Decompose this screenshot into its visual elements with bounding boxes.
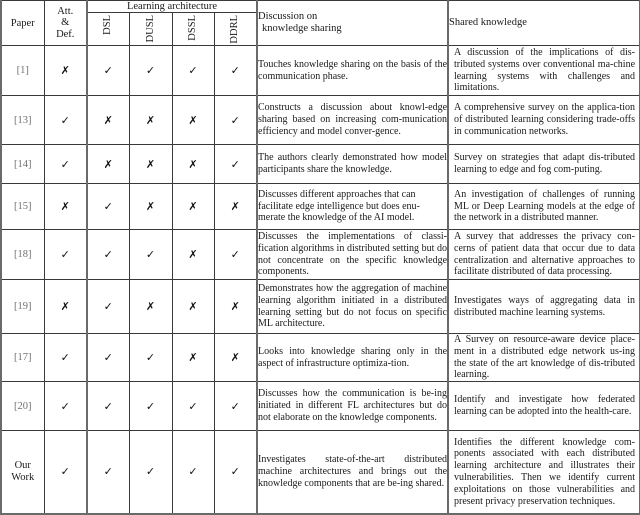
header-discussion [257,1,448,46]
dsl-mark: ✓ [87,431,129,514]
paper-ref: [1] [1,46,44,96]
ddrl-mark: ✗ [214,334,257,382]
dusl-mark: ✗ [129,280,172,334]
att-def-mark: ✓ [44,334,87,382]
table-row [1,184,640,230]
header-dsl-label: DSL [102,15,114,35]
dsl-mark: ✓ [87,46,129,96]
header-shared-knowledge [448,1,640,46]
dusl-mark: ✓ [129,431,172,514]
discussion-cell: The authors clearly demonstrated how model participants share the knowledge. [257,145,448,184]
dusl-mark: ✗ [129,96,172,145]
table-row [1,280,640,334]
dusl-mark: ✓ [129,382,172,431]
header-att-def [44,1,87,46]
header-dusl-label: DUSL [144,15,156,43]
att-def-mark: ✓ [44,230,87,280]
ddrl-mark: ✓ [214,382,257,431]
dusl-mark: ✓ [129,230,172,280]
paper-ref: [17] [1,334,44,382]
header-shared-knowledge-label: Shared knowledge [449,17,527,28]
discussion-cell: Touches knowledge sharing on the basis of the communication phase. [257,46,448,96]
dsl-mark: ✓ [87,334,129,382]
paper-ref: [13] [1,96,44,145]
att-def-mark: ✓ [44,145,87,184]
paper-ref: [20] [1,382,44,431]
att-def-mark: ✗ [44,184,87,230]
shared-knowledge-cell: Survey on strategies that adapt dis-tributed learning to edge and fog com-puting. [448,145,640,184]
ddrl-mark: ✓ [214,230,257,280]
header-ddrl [214,13,257,46]
ddrl-mark: ✓ [214,431,257,514]
header-dsl [87,13,129,46]
dusl-mark: ✗ [129,184,172,230]
header-dssl-label: DSSL [187,15,198,41]
header-paper [1,1,44,46]
dssl-mark: ✗ [172,280,214,334]
dssl-mark: ✗ [172,230,214,280]
table-row [1,230,640,280]
paper-ref: [18] [1,230,44,280]
shared-knowledge-cell: A comprehensive survey on the applica-tion of distributed learning considering trade-offs in communication networks. [448,96,640,145]
att-def-mark: ✓ [44,431,87,514]
shared-knowledge-cell: Identifies the different knowledge com-ponents associated with each distributed learning architecture and illustrates their vulnerabilities. Then we identify current exploitations on those vulnerabilities and present privacy preservation techniques. [448,431,640,514]
discussion-cell: Discusses how the communication is be-ing initiated in different FL architectures but do not elaborate on the knowledge components. [257,382,448,431]
dssl-mark: ✗ [172,145,214,184]
att-def-mark: ✓ [44,96,87,145]
paper-ref: Our Work [1,431,44,514]
header-paper-label: Paper [10,17,35,29]
dsl-mark: ✗ [87,96,129,145]
ddrl-mark: ✗ [214,280,257,334]
table-row [1,145,640,184]
ddrl-mark: ✓ [214,145,257,184]
dssl-mark: ✓ [172,46,214,96]
dssl-mark: ✗ [172,96,214,145]
discussion-cell: Constructs a discussion about knowl-edge sharing based on increasing com-munication efficiency and model conver-gence. [257,96,448,145]
shared-knowledge-cell: Identify and investigate how federated learning can be adopted into the health-care. [448,382,640,431]
dssl-mark: ✓ [172,382,214,431]
table-row [1,382,640,431]
dsl-mark: ✓ [87,280,129,334]
dssl-mark: ✗ [172,334,214,382]
shared-knowledge-cell: An investigation of challenges of running ML or Deep Learning models at the edge of the network in a distributed manner. [448,184,640,230]
discussion-cell: Discusses different approaches that can facilitate edge intelligence but does enu-merate the knowledge of the AI model. [257,184,448,230]
dssl-mark: ✓ [172,431,214,514]
shared-knowledge-cell: Investigates ways of aggregating data in distributed machine learning systems. [448,280,640,334]
discussion-cell: Looks into knowledge sharing only in the aspect of infrastructure optimiza-tion. [257,334,448,382]
dusl-mark: ✓ [129,46,172,96]
ddrl-mark: ✓ [214,96,257,145]
dsl-mark: ✗ [87,145,129,184]
header-discussion-line1: Discussion on [258,11,318,22]
discussion-cell: Demonstrates how the aggregation of machine learning algorithm initiated in a distributed learning setting but do not focus on specific ML architecture. [257,280,448,334]
shared-knowledge-cell: A discussion of the implications of dis-tributed systems over conventional ma-chine learning systems with challenges and limitations. [448,46,640,96]
table-row [1,46,640,96]
dusl-mark: ✓ [129,334,172,382]
table-row [1,96,640,145]
paper-ref: [19] [1,280,44,334]
ddrl-mark: ✗ [214,184,257,230]
header-learning-architecture-label: Learning architecture [126,1,218,12]
discussion-cell: Investigates state-of-the-art distributed machine architectures and brings out the knowledge components that are be-ing shared. [257,431,448,514]
table-row [1,431,640,514]
paper-ref: [15] [1,184,44,230]
header-dssl [172,13,214,46]
dusl-mark: ✗ [129,145,172,184]
shared-knowledge-cell: A Survey on resource-aware device place-ment in a distributed edge network us-ing the state of the art knowledge of dis-tributed learning. [448,334,640,382]
ddrl-mark: ✓ [214,46,257,96]
paper-ref: [14] [1,145,44,184]
dssl-mark: ✗ [172,184,214,230]
header-ddrl-label: DDRL [229,15,241,44]
dsl-mark: ✓ [87,382,129,431]
att-def-mark: ✗ [44,46,87,96]
header-learning-architecture [87,1,257,13]
dsl-mark: ✓ [87,230,129,280]
table-row [1,334,640,382]
att-def-mark: ✓ [44,382,87,431]
header-discussion-line2: knowledge sharing [262,23,342,34]
att-def-mark: ✗ [44,280,87,334]
header-att-def-line3: Def. [56,28,75,40]
shared-knowledge-cell: A survey that addresses the privacy con-cerns of patient data that occur due to data centralization and alternative approaches to facilitate distributed of data processing. [448,230,640,280]
header-dusl [129,13,172,46]
discussion-cell: Discusses the implementations of classi-fication algorithms in distributed setting but do not concentrate on the specific knowledge components. [257,230,448,280]
dsl-mark: ✓ [87,184,129,230]
header-att-def-line2: & [61,17,70,29]
header-att-def-line1: Att. [57,5,74,17]
